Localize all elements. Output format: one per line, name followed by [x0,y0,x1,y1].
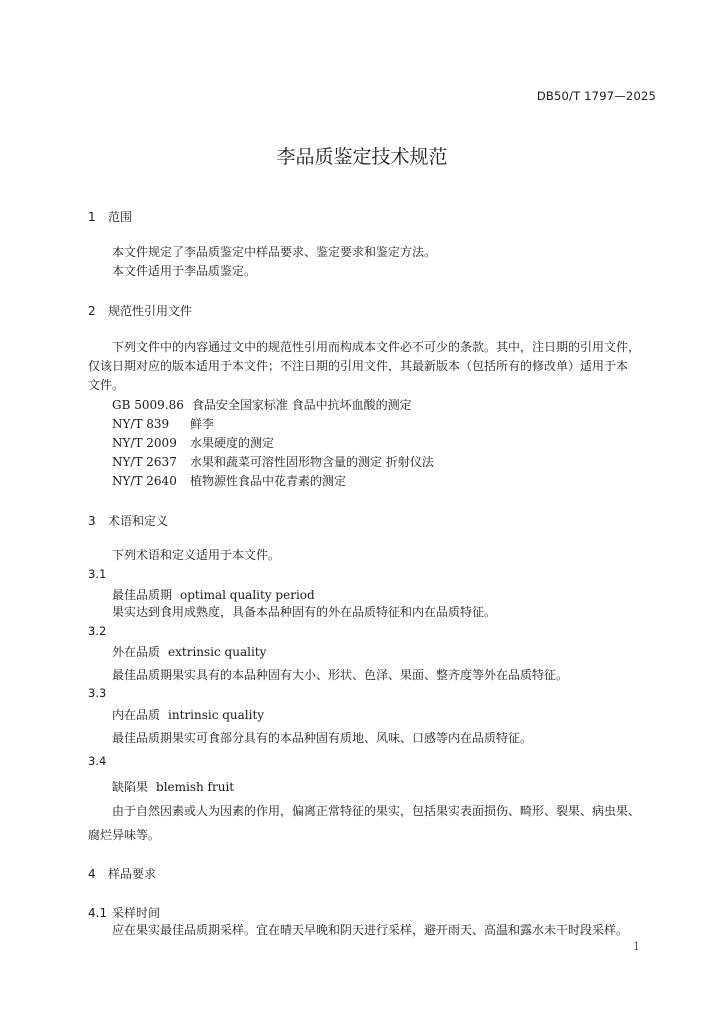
reference-item [112,396,412,413]
term-english: extrinsic quality [168,645,267,659]
section-title: 规范性引用文件 [108,304,193,318]
paragraph-line: 文件。 [88,378,125,392]
reference-title: 水果和蔬菜可溶性固形物含量的测定 折射仪法 [190,455,434,469]
section-2-heading [88,302,192,319]
reference-code: GB 5009.86 [112,398,184,412]
reference-code: NY/T 2009 [112,436,177,450]
reference-item [112,434,274,451]
section-number: 2 [88,304,96,318]
reference-title: 水果硬度的测定 [190,436,275,450]
term-definition-line: 由于自然因素或人为因素的作用，偏离正常特征的果实，包括果实表面损伤、畸形、裂果、病虫果、 [112,804,641,818]
subsection-4-1-heading [88,904,160,921]
term-english: intrinsic quality [168,708,265,722]
section-title: 术语和定义 [108,514,169,528]
term-heading [112,643,266,660]
section-title: 范围 [108,210,133,224]
paragraph: 本文件适用于李品质鉴定。 [112,264,257,278]
term-chinese: 外在品质 [112,645,161,659]
section-number: 4 [88,867,96,881]
term-definition-line: 腐烂异味等。 [88,828,161,842]
reference-item [112,453,434,470]
term-english: optimal quality period [180,588,315,602]
term-chinese: 最佳品质期 [112,588,173,602]
reference-item [112,415,214,432]
reference-title: 植物源性食品中花青素的测定 [190,474,347,488]
paragraph-line: 下列文件中的内容通过文中的规范性引用而构成本文件必不可少的条款。其中，注日期的引用文件， [112,340,641,354]
term-definition: 最佳品质期果实可食部分具有的本品种固有质地、风味、口感等内在品质特征。 [112,731,533,745]
document-id: DB50/T 1797—2025 [536,89,656,103]
term-chinese: 缺陷果 [112,780,149,794]
term-definition: 最佳品质期果实具有的本品种固有大小、形状、色泽、果面、整齐度等外在品质特征。 [112,668,569,682]
paragraph: 本文件规定了李品质鉴定中样品要求、鉴定要求和鉴定方法。 [112,245,437,259]
section-title: 样品要求 [108,867,157,881]
section-1-heading [88,208,132,225]
page-title: 李品质鉴定技术规范 [276,146,448,168]
page-number: 1 [633,940,640,953]
section-3-heading [88,512,168,529]
reference-code: NY/T 2637 [112,455,177,469]
term-number: 3.4 [88,754,107,768]
term-number: 3.2 [88,624,107,638]
reference-code: NY/T 839 [112,417,170,431]
term-definition: 果实达到食用成熟度，具备本品种固有的外在品质特征和内在品质特征。 [112,605,497,619]
reference-code: NY/T 2640 [112,474,177,488]
term-heading [112,706,264,723]
term-english: blemish fruit [156,780,235,794]
subsection-number: 4.1 [88,906,108,920]
term-heading [112,778,234,795]
paragraph: 应在果实最佳品质期采样。宜在晴天早晚和阴天进行采样，避开雨天、高温和露水未干时段采样。 [112,923,629,937]
term-heading [112,586,315,603]
section-number: 3 [88,514,96,528]
term-number: 3.3 [88,686,107,700]
term-chinese: 内在品质 [112,708,161,722]
reference-item [112,472,346,489]
reference-title: 鲜李 [190,417,215,431]
section-4-heading [88,865,156,882]
section-number: 1 [88,210,96,224]
term-number: 3.1 [88,567,107,581]
paragraph: 下列术语和定义适用于本文件。 [112,548,281,562]
reference-title: 食品安全国家标准 食品中抗坏血酸的测定 [191,398,412,412]
subsection-title: 采样时间 [112,906,161,920]
paragraph-line: 仅该日期对应的版本适用于本文件；不注日期的引用文件，其最新版本（包括所有的修改单）适用于本 [88,359,629,373]
